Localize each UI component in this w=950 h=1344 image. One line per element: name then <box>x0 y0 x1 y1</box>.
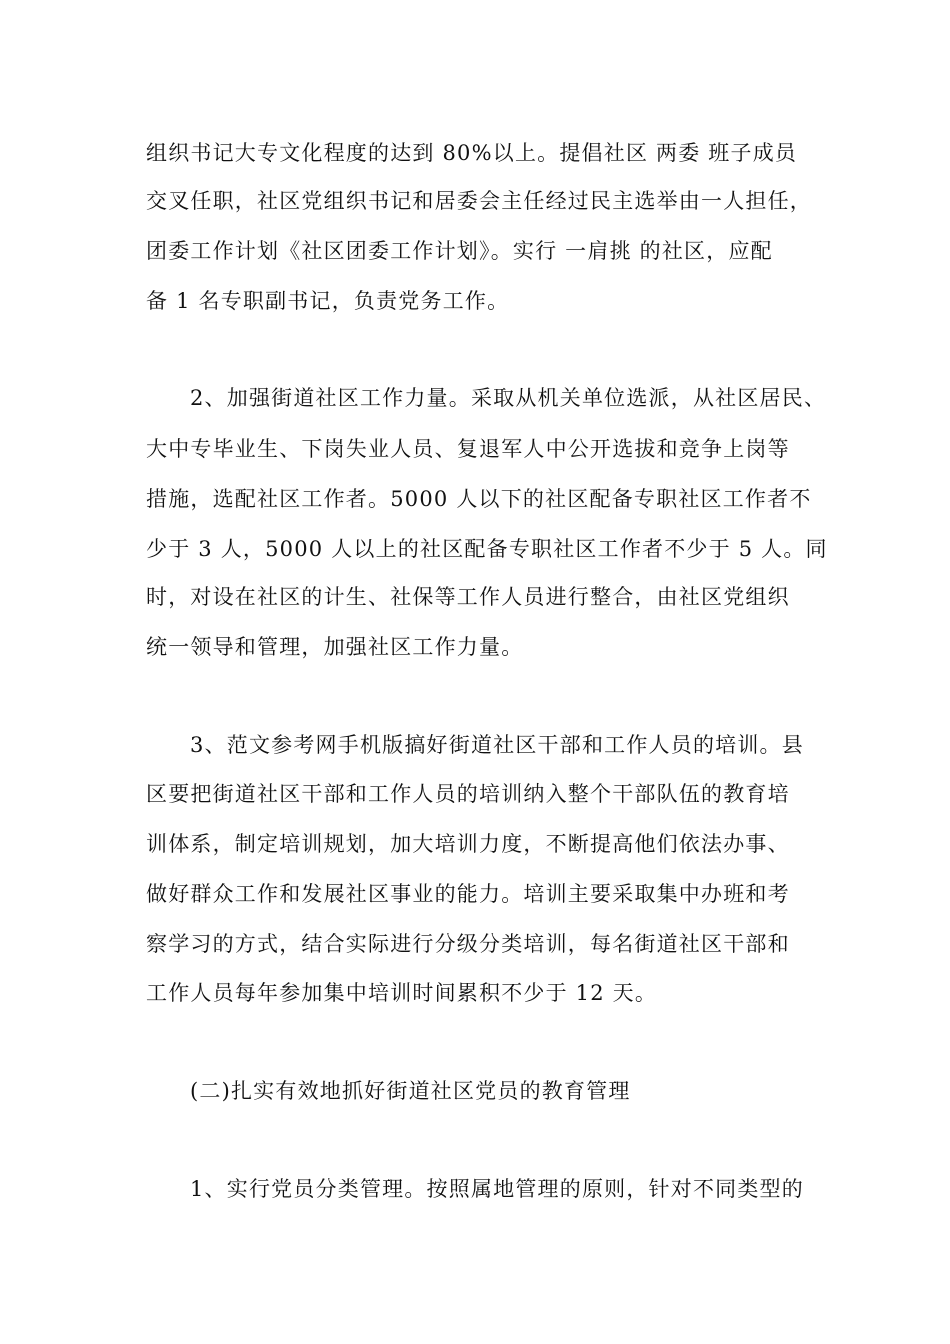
paragraph-line: 2、加强街道社区工作力量。采取从机关单位选派，从社区居民、 <box>190 386 827 410</box>
paragraph-line: 统一领导和管理，加强社区工作力量。 <box>146 635 524 659</box>
paragraph-line: 区要把街道社区干部和工作人员的培训纳入整个干部队伍的教育培 <box>146 782 790 806</box>
paragraph-line: 做好群众工作和发展社区事业的能力。培训主要采取集中办班和考 <box>146 882 790 906</box>
paragraph-line: 察学习的方式，结合实际进行分级分类培训，每名街道社区干部和 <box>146 932 790 956</box>
paragraph-line: 组织书记大专文化程度的达到 80%以上。提倡社区 两委 班子成员 <box>146 141 798 165</box>
paragraph-line: 少于 3 人，5000 人以上的社区配备专职社区工作者不少于 5 人。同 <box>146 537 828 561</box>
paragraph-line: 措施，选配社区工作者。5000 人以下的社区配备专职社区工作者不 <box>146 487 812 511</box>
paragraph-line: 时，对设在社区的计生、社保等工作人员进行整合，由社区党组织 <box>146 585 790 609</box>
paragraph-line: 训体系，制定培训规划，加大培训力度，不断提高他们依法办事、 <box>146 832 790 856</box>
section-heading: (二)扎实有效地抓好街道社区党员的教育管理 <box>190 1079 631 1103</box>
paragraph-line: 交叉任职，社区党组织书记和居委会主任经过民主选举由一人担任， <box>146 189 812 213</box>
paragraph-line: 备 1 名专职副书记，负责党务工作。 <box>146 289 510 313</box>
paragraph-line: 大中专毕业生、下岗失业人员、复退军人中公开选拔和竞争上岗等 <box>146 437 790 461</box>
paragraph-line: 1、实行党员分类管理。按照属地管理的原则，针对不同类型的 <box>190 1177 804 1201</box>
paragraph-line: 团委工作计划《社区团委工作计划》。实行 一肩挑 的社区，应配 <box>146 239 773 263</box>
paragraph-line: 3、范文参考网手机版搞好街道社区干部和工作人员的培训。县 <box>190 733 804 757</box>
paragraph-line: 工作人员每年参加集中培训时间累积不少于 12 天。 <box>146 981 658 1005</box>
